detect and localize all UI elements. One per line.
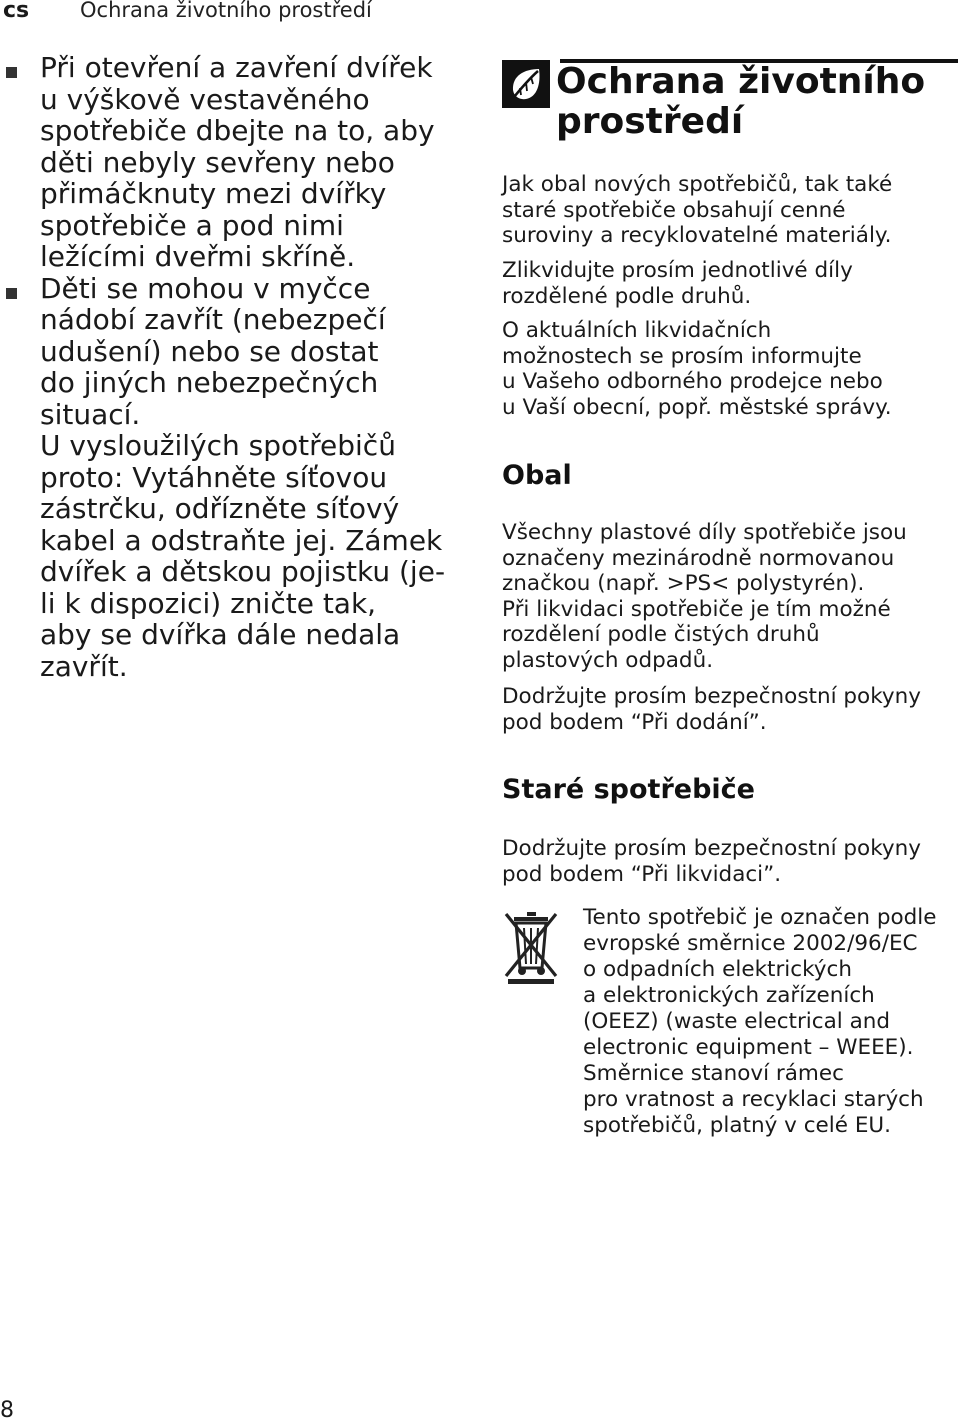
section-title: Ochrana životního prostředí — [80, 0, 372, 22]
weee-paragraph: Tento spotřebič je označen podle evropské směrnice 2002/96/EC o odpadních elektrických a elektronických zařízeních (OEEZ) (waste electrical and electronic equipment – WEEE). Směrnice stanoví rámec pro vratnost a recyklaci starých spotřebičů, platný v celé EU. — [583, 905, 937, 1138]
page-title: Ochrana životního prostředí — [556, 61, 926, 142]
intro-paragraph-2: Zlikvidujte prosím jednotlivé díly rozdělené podle druhů. — [502, 258, 853, 309]
list-item — [40, 52, 480, 273]
list-item — [40, 273, 480, 683]
language-code: cs — [3, 0, 30, 23]
obal-paragraph-1: Všechny plastové díly spotřebiče jsou označeny mezinárodně normovanou značkou (např. >PS< polystyrén). Při likvidaci spotřebiče je tím možné rozdělení podle čistých druhů plastových odpadů. — [502, 520, 907, 673]
intro-paragraph-1: Jak obal nových spotřebičů, tak také staré spotřebiče obsahují cenné suroviny a recyklovatelné materiály. — [502, 172, 893, 248]
page-number: 8 — [0, 1398, 14, 1423]
leaf-icon — [502, 60, 550, 108]
bullet-text: Při otevření a zavření dvířek u výškově vestavěného spotřebiče dbejte na to, aby děti nebyly sevřeny nebo přimáčknuty mezi dvířky spotřebiče a pod nimi ležícími dveřmi skříně. — [40, 51, 435, 273]
intro-paragraph-3: O aktuálních likvidačních možnostech se prosím informujte u Vašeho odborného prodejce nebo u Vaší obecní, popř. městské správy. — [502, 318, 892, 420]
bullet-square-icon — [6, 288, 17, 299]
crossed-bin-icon — [502, 910, 560, 984]
bullet-square-icon — [6, 67, 17, 78]
stare-paragraph-1: Dodržujte prosím bezpečnostní pokyny pod bodem “Při likvidaci”. — [502, 836, 921, 887]
stare-heading: Staré spotřebiče — [502, 774, 755, 805]
safety-bullet-list — [40, 52, 480, 682]
obal-heading: Obal — [502, 460, 572, 491]
obal-paragraph-2: Dodržujte prosím bezpečnostní pokyny pod bodem “Při dodání”. — [502, 684, 921, 735]
bullet-text: Děti se mohou v myčce nádobí zavřít (nebezpečí udušení) nebo se dostat do jiných nebezpečných situací. U vysloužilých spotřebičů proto: Vytáhněte síťovou zástrčku, odřízněte síťový kabel a odstraňte jej. Zámek dvířek a dětskou pojistku (je- li k dispozici) zničte tak, aby se dvířka dále nedala zavřít. — [40, 271, 446, 683]
